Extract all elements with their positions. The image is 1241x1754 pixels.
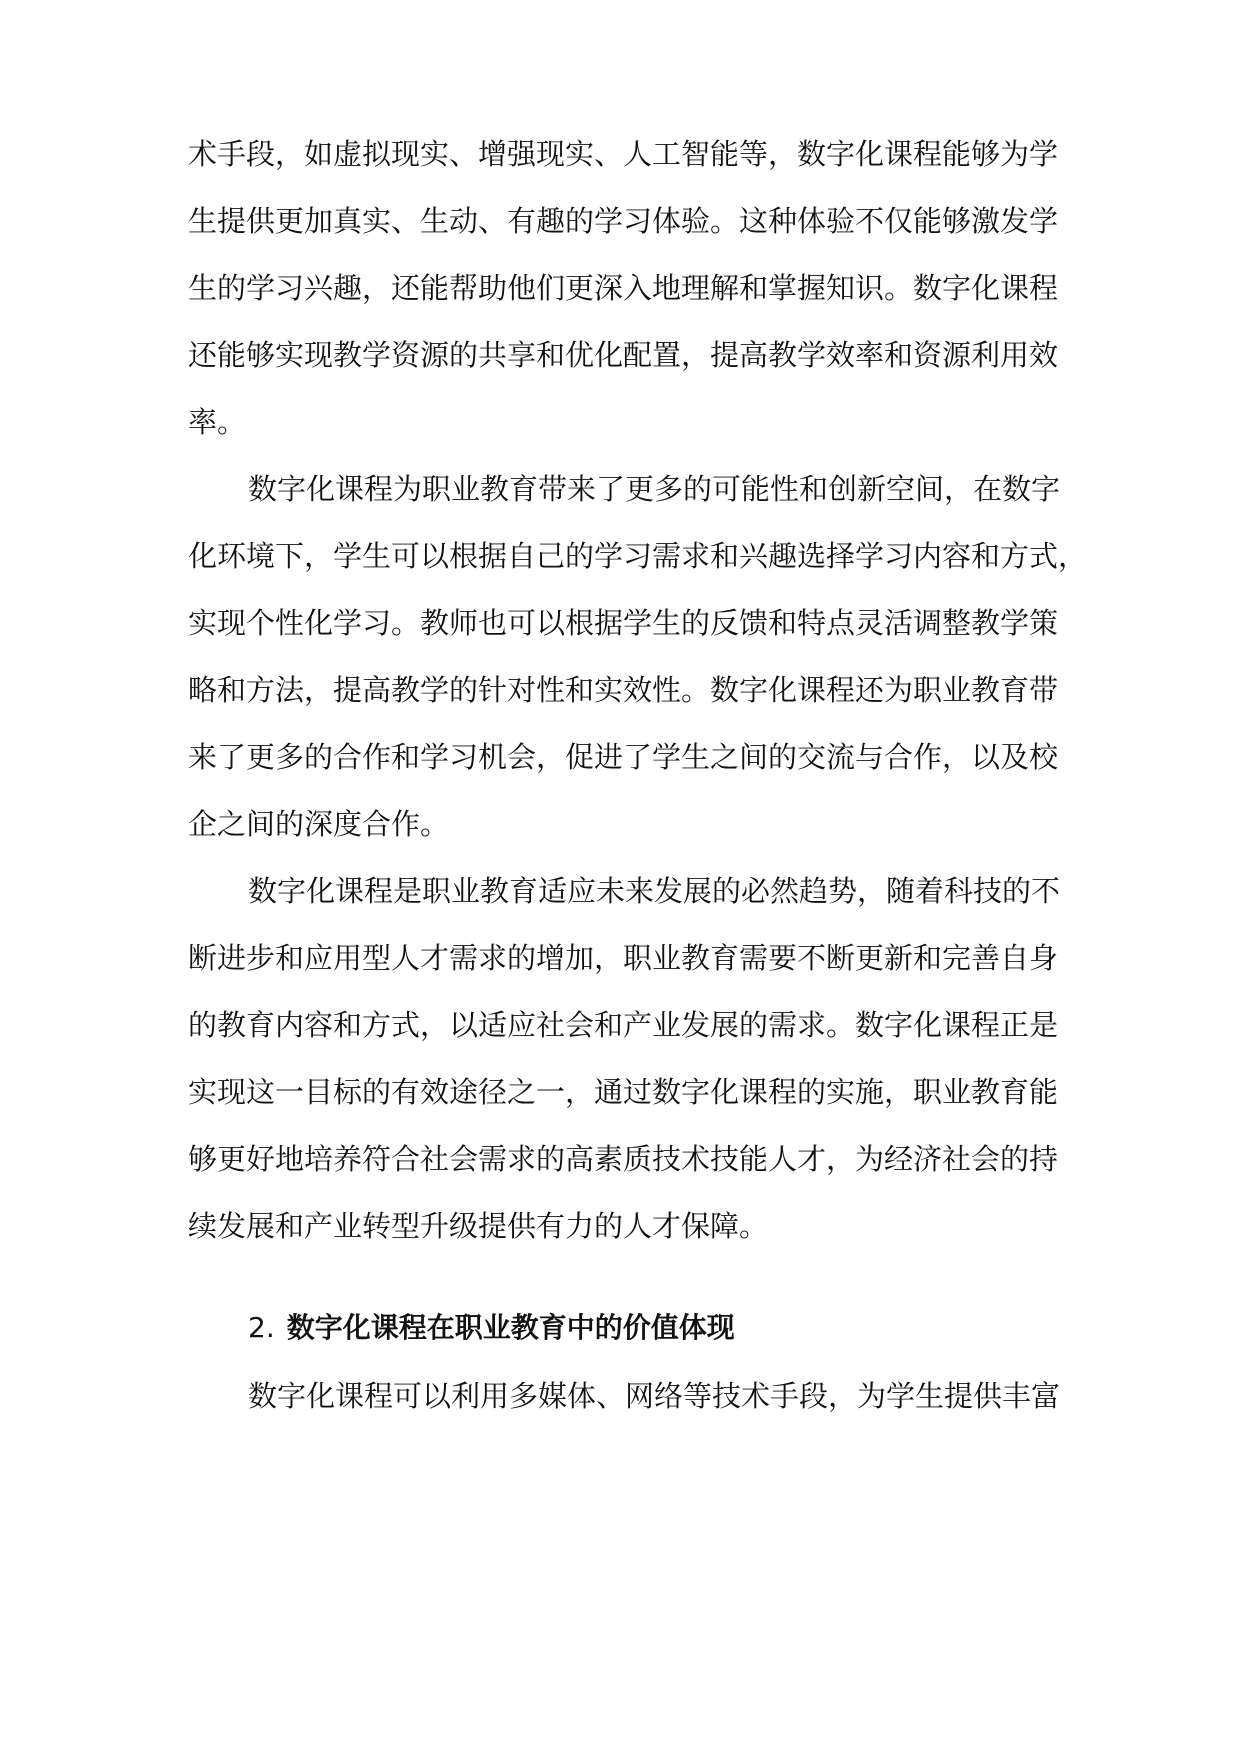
paragraph-line: 化环境下，学生可以根据自己的学习需求和兴趣选择学习内容和方式， xyxy=(188,539,1088,573)
paragraph-line: 实现这一目标的有效途径之一，通过数字化课程的实施，职业教育能 xyxy=(188,1075,1059,1109)
paragraph-line: 来了更多的合作和学习机会，促进了学生之间的交流与合作，以及校 xyxy=(188,740,1059,774)
section-number: 2. xyxy=(248,1311,275,1344)
paragraph-line: 企之间的深度合作。 xyxy=(188,807,450,841)
paragraph-line: 还能够实现教学资源的共享和优化配置，提高教学效率和资源利用效 xyxy=(188,338,1059,372)
paragraph-line: 生提供更加真实、生动、有趣的学习体验。这种体验不仅能够激发学 xyxy=(188,204,1059,238)
paragraph-line: 数字化课程可以利用多媒体、网络等技术手段，为学生提供丰富 xyxy=(248,1379,1061,1413)
paragraph-line: 断进步和应用型人才需求的增加，职业教育需要不断更新和完善自身 xyxy=(188,941,1059,975)
paragraph-line: 数字化课程为职业教育带来了更多的可能性和创新空间，在数字 xyxy=(248,472,1061,506)
paragraph-line: 术手段，如虚拟现实、增强现实、人工智能等，数字化课程能够为学 xyxy=(188,137,1059,171)
section-heading xyxy=(248,1308,1058,1348)
paragraph-line: 续发展和产业转型升级提供有力的人才保障。 xyxy=(188,1209,769,1243)
paragraph-line: 的教育内容和方式，以适应社会和产业发展的需求。数字化课程正是 xyxy=(188,1008,1059,1042)
paragraph-line: 生的学习兴趣，还能帮助他们更深入地理解和掌握知识。数字化课程 xyxy=(188,271,1059,305)
section-title: 数字化课程在职业教育中的价值体现 xyxy=(286,1311,735,1344)
paragraph-line: 数字化课程是职业教育适应未来发展的必然趋势，随着科技的不 xyxy=(248,874,1061,908)
paragraph-line: 实现个性化学习。教师也可以根据学生的反馈和特点灵活调整教学策 xyxy=(188,606,1059,640)
paragraph-line: 略和方法，提高教学的针对性和实效性。数字化课程还为职业教育带 xyxy=(188,673,1059,707)
paragraph-line: 率。 xyxy=(188,405,247,439)
paragraph-line: 够更好地培养符合社会需求的高素质技术技能人才，为经济社会的持 xyxy=(188,1142,1059,1176)
